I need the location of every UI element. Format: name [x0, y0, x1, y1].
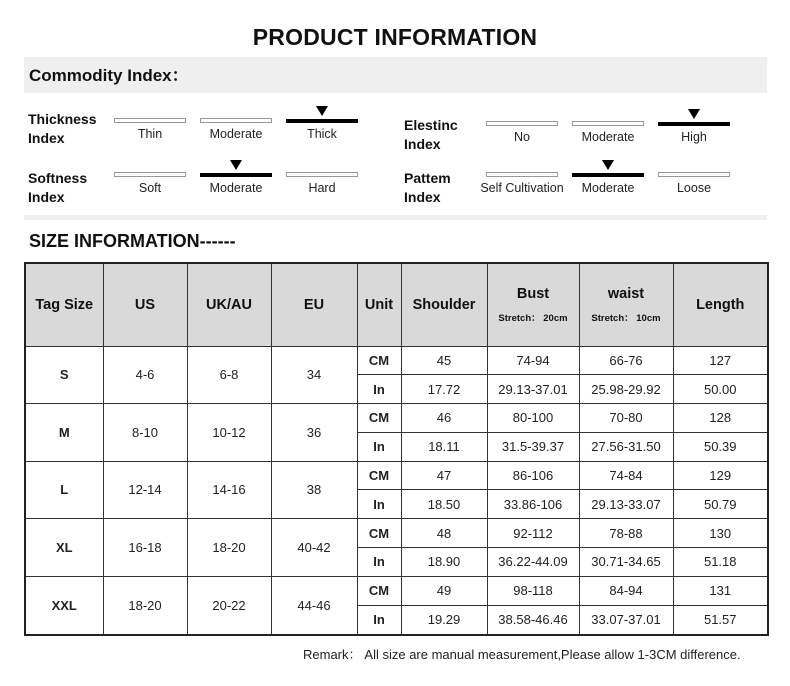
table-row: [25, 519, 768, 548]
cell-unit: In: [357, 375, 401, 404]
cell-tag-size: L: [25, 461, 103, 519]
index-label-line1: Elestinc: [404, 117, 458, 133]
cell-length: 51.57: [673, 605, 768, 635]
size-information-title: SIZE INFORMATION------: [29, 231, 236, 251]
selected-level-bar: [658, 122, 730, 126]
index-option-label: Moderate: [581, 181, 635, 195]
cell-unit: CM: [357, 519, 401, 548]
index-label-line2: Index: [28, 189, 65, 205]
cell-uk-au: 6-8: [187, 346, 271, 404]
selected-marker-icon: [688, 109, 700, 119]
cell-shoulder: 17.72: [401, 375, 487, 404]
cell-bust: 33.86-106: [487, 490, 579, 519]
index-option-label: High: [681, 130, 707, 144]
header-eu: EU: [271, 263, 357, 346]
level-bar: [114, 172, 186, 177]
cell-tag-size: S: [25, 346, 103, 404]
cell-shoulder: 18.50: [401, 490, 487, 519]
header-unit: Unit: [357, 263, 401, 346]
cell-us: 4-6: [103, 346, 187, 404]
cell-us: 8-10: [103, 404, 187, 462]
level-bar: [658, 172, 730, 177]
index-option-label: Soft: [138, 181, 162, 195]
cell-bust: 38.58-46.46: [487, 605, 579, 635]
index-label-line1: Softness: [28, 170, 88, 186]
header-tag-size: Tag Size: [25, 263, 103, 346]
size-table: [24, 262, 769, 636]
table-row: [25, 346, 768, 375]
index-option-label: Moderate: [209, 127, 263, 141]
page-title: PRODUCT INFORMATION: [252, 24, 538, 50]
cell-length: 50.00: [673, 375, 768, 404]
table-row: [25, 404, 768, 433]
cell-unit: CM: [357, 346, 401, 375]
table-row: [25, 461, 768, 490]
cell-unit: In: [357, 432, 401, 461]
cell-length: 128: [673, 404, 768, 433]
header-us: US: [103, 263, 187, 346]
index-label-line2: Index: [28, 130, 65, 146]
cell-unit: CM: [357, 404, 401, 433]
cell-eu: 36: [271, 404, 357, 462]
cell-eu: 44-46: [271, 576, 357, 635]
level-bar: [486, 121, 558, 126]
cell-waist: 70-80: [579, 404, 673, 433]
cell-length: 50.39: [673, 432, 768, 461]
commodity-index-header: Commodity Index：: [24, 57, 767, 93]
cell-bust: 92-112: [487, 519, 579, 548]
cell-tag-size: M: [25, 404, 103, 462]
header-bust-stretch: Stretch： 20cm: [498, 312, 568, 324]
selected-marker-icon: [230, 160, 242, 170]
cell-length: 130: [673, 519, 768, 548]
index-label: [404, 169, 451, 207]
selected-level-bar: [200, 173, 272, 177]
index-option-label: Loose: [676, 181, 712, 195]
cell-bust: 80-100: [487, 404, 579, 433]
table-row: [25, 576, 768, 605]
level-bar: [486, 172, 558, 177]
cell-shoulder: 45: [401, 346, 487, 375]
index-option-label: No: [514, 130, 530, 144]
cell-waist: 33.07-37.01: [579, 605, 673, 635]
cell-unit: In: [357, 548, 401, 577]
cell-bust: 86-106: [487, 461, 579, 490]
cell-eu: 40-42: [271, 519, 357, 577]
cell-shoulder: 18.11: [401, 432, 487, 461]
index-label-line2: Index: [404, 189, 441, 205]
index-option-label: Thin: [137, 127, 163, 141]
cell-us: 12-14: [103, 461, 187, 519]
cell-shoulder: 46: [401, 404, 487, 433]
index-label-line2: Index: [404, 136, 441, 152]
cell-unit: CM: [357, 461, 401, 490]
selected-level-bar: [572, 173, 644, 177]
remark-note: Remark： All size are manual measurement,Please allow 1-3CM difference.: [303, 647, 741, 662]
header-uk-au: UK/AU: [187, 263, 271, 346]
cell-shoulder: 47: [401, 461, 487, 490]
index-label-line1: Thickness: [28, 111, 97, 127]
cell-length: 50.79: [673, 490, 768, 519]
cell-eu: 38: [271, 461, 357, 519]
index-label: [404, 116, 458, 154]
cell-shoulder: 49: [401, 576, 487, 605]
header-bust-label: Bust: [516, 285, 550, 302]
index-option-label: Self Cultivation: [480, 181, 564, 195]
cell-length: 51.18: [673, 548, 768, 577]
selected-marker-icon: [316, 106, 328, 116]
cell-us: 16-18: [103, 519, 187, 577]
index-label: [28, 110, 96, 148]
level-bar: [200, 118, 272, 123]
cell-bust: 31.5-39.37: [487, 432, 579, 461]
index-option-label: Thick: [307, 127, 337, 141]
cell-waist: 78-88: [579, 519, 673, 548]
header-waist: [579, 263, 673, 346]
cell-uk-au: 18-20: [187, 519, 271, 577]
index-option-label: Hard: [308, 181, 336, 195]
cell-uk-au: 10-12: [187, 404, 271, 462]
cell-waist: 27.56-31.50: [579, 432, 673, 461]
level-bar: [114, 118, 186, 123]
level-bar: [572, 121, 644, 126]
index-label-line1: Pattem: [404, 170, 451, 186]
cell-waist: 30.71-34.65: [579, 548, 673, 577]
index-label: [28, 169, 87, 207]
cell-tag-size: XL: [25, 519, 103, 577]
cell-length: 131: [673, 576, 768, 605]
header-waist-stretch: Stretch： 10cm: [591, 312, 661, 324]
cell-unit: In: [357, 490, 401, 519]
cell-shoulder: 18.90: [401, 548, 487, 577]
cell-length: 129: [673, 461, 768, 490]
cell-waist: 25.98-29.92: [579, 375, 673, 404]
cell-bust: 36.22-44.09: [487, 548, 579, 577]
cell-waist: 66-76: [579, 346, 673, 375]
cell-shoulder: 19.29: [401, 605, 487, 635]
cell-bust: 98-118: [487, 576, 579, 605]
header-length: Length: [673, 263, 768, 346]
cell-eu: 34: [271, 346, 357, 404]
cell-length: 127: [673, 346, 768, 375]
header-waist-label: waist: [607, 285, 645, 302]
level-bar: [286, 172, 358, 177]
index-option-label: Moderate: [209, 181, 263, 195]
cell-uk-au: 14-16: [187, 461, 271, 519]
cell-uk-au: 20-22: [187, 576, 271, 635]
header-bust: [487, 263, 579, 346]
cell-waist: 84-94: [579, 576, 673, 605]
selected-marker-icon: [602, 160, 614, 170]
section-divider: [24, 215, 767, 220]
cell-bust: 29.13-37.01: [487, 375, 579, 404]
cell-tag-size: XXL: [25, 576, 103, 635]
cell-unit: CM: [357, 576, 401, 605]
size-table-header-row: [25, 263, 768, 346]
cell-us: 18-20: [103, 576, 187, 635]
cell-shoulder: 48: [401, 519, 487, 548]
index-option-label: Moderate: [581, 130, 635, 144]
cell-waist: 29.13-33.07: [579, 490, 673, 519]
selected-level-bar: [286, 119, 358, 123]
header-shoulder: Shoulder: [401, 263, 487, 346]
cell-bust: 74-94: [487, 346, 579, 375]
cell-unit: In: [357, 605, 401, 635]
cell-waist: 74-84: [579, 461, 673, 490]
